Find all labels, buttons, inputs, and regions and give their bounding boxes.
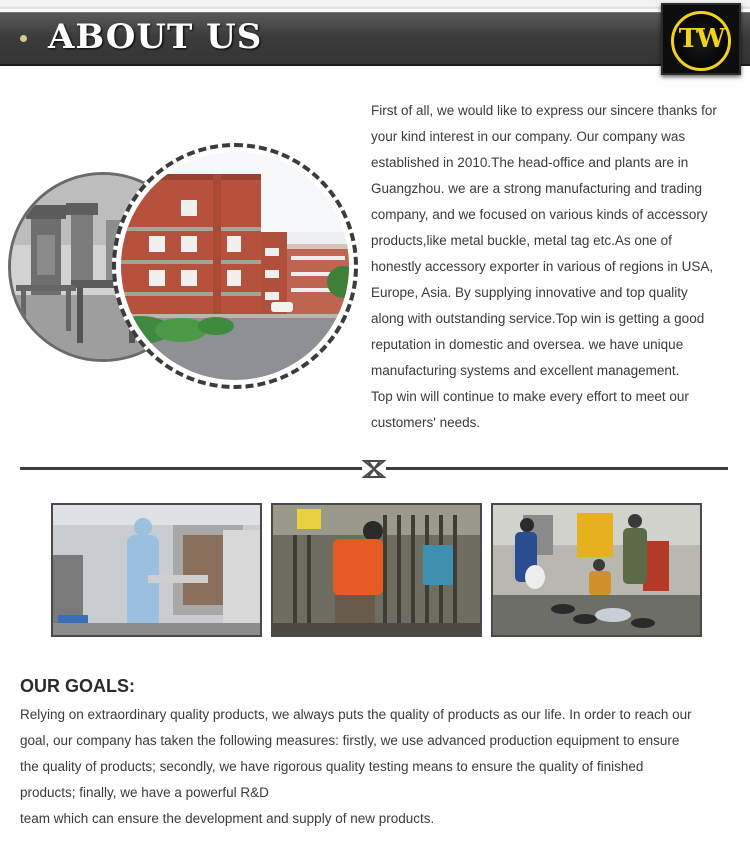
about-line: your kind interest in our company. Our company was [371,129,686,144]
factory-photo-circle [112,143,358,389]
about-line: Top win will continue to make every effort to meet our [371,389,689,404]
goals-line: the quality of products; secondly, we have rigorous quality testing means to ensure the quality of finished [20,759,644,774]
about-line: Europe, Asia. By supplying innovative and top quality [371,285,688,300]
goals-line: team which can ensure the development and supply of new products. [20,811,435,826]
workers-workshop-image [493,505,700,635]
gallery-photo-spraying [51,503,262,637]
goals-paragraph [20,702,740,832]
about-line: Guangzhou. we are a strong manufacturing and trading [371,181,702,196]
gallery-photo-racks [271,503,482,637]
goals-line: goal, our company has taken the following measures: firstly, we use advanced production equipment to ensure [20,733,680,748]
goals-line: Relying on extraordinary quality products, we always puts the quality of products as our life. In order to reach our [20,707,692,722]
page-title: ABOUT US [48,17,263,57]
logo-ring [671,11,731,71]
header-banner [0,0,750,72]
logo-text: TW [678,24,724,54]
about-line: reputation in domestic and oversea. we have unique [371,337,684,352]
about-line: established in 2010.The head-office and plants are in [371,155,689,170]
goals-line: products; finally, we have a powerful R&D [20,785,269,800]
factory-building-image [121,152,349,380]
about-paragraph [371,98,743,436]
worker-spraying-image [53,505,260,635]
about-line: products,like metal buckle, metal tag etc.As one of [371,233,672,248]
about-line: along with outstanding service.Top win is getting a good [371,311,705,326]
about-line: First of all, we would like to express our sincere thanks for [371,103,717,118]
about-line: honestly accessory exporter in various of regions in USA, [371,259,714,274]
about-line: company, and we focused on various kinds of accessory [371,207,708,222]
brand-logo [661,3,741,75]
about-line: customers' needs. [371,415,481,430]
about-line: manufacturing systems and excellent management. [371,363,680,378]
divider-ornament-icon [362,459,386,479]
goals-heading: OUR GOALS: [20,676,135,696]
bullet-dot-icon [20,35,27,42]
worker-racks-image [273,505,480,635]
gallery-photo-workshop [491,503,702,637]
